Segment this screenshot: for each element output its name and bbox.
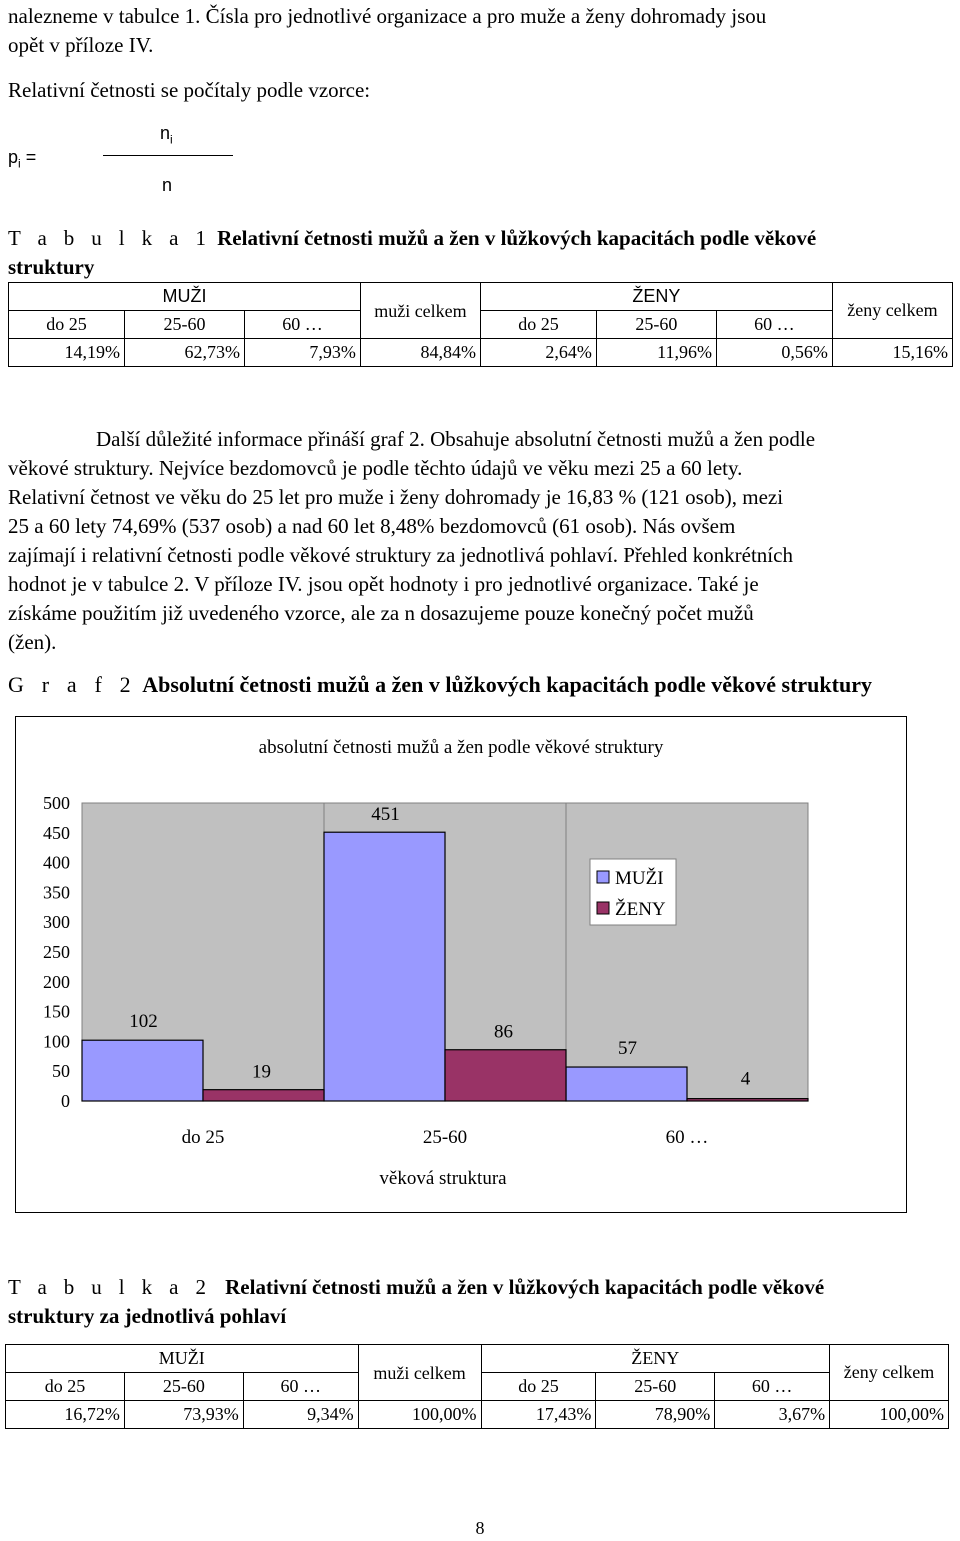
table2-value: 3,67% [715,1401,830,1429]
table1-value: 62,73% [124,339,244,367]
x-tick-label: 25-60 [422,1127,468,1148]
table-2 [5,1344,949,1429]
table1-age-group: 60 … [716,311,832,339]
graph2-caption-prefix: G r a f 2 [8,672,137,697]
table2-women-header: ŽENY [481,1345,830,1373]
table1-women-total-header: ženy celkem [832,283,952,339]
bar [203,1090,324,1101]
formula-denominator: n [162,175,173,195]
y-tick-label: 150 [43,1001,70,1022]
chart-title: absolutní četnosti mužů a žen podle věkové struktury [258,737,664,758]
table1-value: 7,93% [244,339,360,367]
paragraph-line: hodnot je v tabulce 2. V příloze IV. jsou opět hodnoty i pro jednotlivé organizace. Také je [8,572,759,596]
bar [566,1067,687,1101]
table-row [6,1401,949,1429]
table2-value: 73,93% [124,1401,243,1429]
table1-caption-prefix: T a b u l k a 1 [8,226,212,250]
data-label: 57 [618,1038,637,1060]
y-tick-label: 400 [43,852,70,873]
paragraph-line: Relativní četnost ve věku do 25 let pro muže i ženy dohromady je 16,83 % (121 osob), mezi [8,485,784,509]
legend-label: ŽENY [615,899,666,920]
formula-p: p [8,147,19,167]
legend-swatch [597,902,609,914]
table1-value: 0,56% [716,339,832,367]
paragraph-line: získáme použitím již uvedeného vzorce, ale za n dosazujeme pouze konečný počet mužů [8,601,754,625]
y-tick-label: 450 [43,822,70,843]
table2-caption [8,1273,824,1302]
table2-value: 100,00% [358,1401,481,1429]
table1-age-group: do 25 [480,311,596,339]
table2-value: 16,72% [6,1401,125,1429]
data-label: 102 [129,1011,158,1033]
table1-men-header: MUŽI [9,283,361,311]
table1-value: 84,84% [360,339,480,367]
table1-value: 11,96% [596,339,716,367]
table2-age-group: 25-60 [124,1373,243,1401]
y-tick-label: 0 [61,1091,70,1111]
table2-age-group: do 25 [6,1373,125,1401]
page-number: 8 [475,1518,485,1538]
table1-value: 14,19% [9,339,125,367]
bar [82,1040,203,1101]
table2-age-group: 60 … [243,1373,358,1401]
table2-caption-line-2: struktury za jednotlivá pohlaví [8,1304,287,1328]
table2-age-group: 60 … [715,1373,830,1401]
graph2-caption-title: Absolutní četnosti mužů a žen v lůžkových kapacitách podle věkové struktury [142,672,872,697]
table2-age-group: do 25 [481,1373,596,1401]
table2-women-total-header: ženy celkem [830,1345,949,1401]
data-label: 86 [494,1021,513,1043]
y-tick-label: 200 [43,971,70,992]
y-tick-label: 250 [43,942,70,962]
legend-label: MUŽI [615,868,664,889]
formula-n: n [160,123,171,143]
y-tick-label: 100 [43,1031,70,1052]
y-tick-label: 350 [43,882,70,903]
legend-swatch [597,871,609,883]
table1-men-total-header: muži celkem [360,283,480,339]
x-tick-label: 60 … [665,1127,709,1148]
paragraph-line: věkové struktury. Nejvíce bezdomovců je podle těchto údajů ve věku mezi 25 a 60 lety. [8,456,743,480]
formula-p-sub: i [18,156,21,171]
x-tick-label: do 25 [181,1127,225,1148]
table2-caption-prefix: T a b u l k a 2 [8,1275,212,1299]
table1-women-header: ŽENY [480,283,832,311]
table1-caption-line-2: struktury [8,255,95,279]
paragraph-line: Další důležité informace přináší graf 2. Obsahuje absolutní četnosti mužů a žen podle [96,427,816,451]
intro-line-3: Relativní četnosti se počítaly podle vzorce: [8,78,371,102]
formula-equals: = [20,147,37,167]
table1-age-group: 25-60 [124,311,244,339]
table2-caption-title: Relativní četnosti mužů a žen v lůžkových kapacitách podle věkové [225,1275,825,1299]
intro-line-1: nalezneme v tabulce 1. Čísla pro jednotlivé organizace a pro muže a ženy dohromady jsou [8,4,767,28]
y-tick-label: 500 [43,793,70,813]
table2-value: 9,34% [243,1401,358,1429]
y-tick-label: 50 [52,1061,70,1082]
bar [324,832,445,1101]
table1-age-group: 60 … [244,311,360,339]
table1-value: 15,16% [832,339,952,367]
y-tick-label: 300 [43,912,70,933]
table1-age-group: 25-60 [596,311,716,339]
intro-line-2: opět v příloze IV. [8,33,154,57]
paragraph-line: (žen). [8,630,57,654]
data-label: 451 [371,804,400,826]
table2-value: 100,00% [830,1401,949,1429]
table1-caption-title: Relativní četnosti mužů a žen v lůžkových kapacitách podle věkové [217,226,817,250]
paragraph-line: 25 a 60 lety 74,69% (537 osob) a nad 60 let 8,48% bezdomovců (61 osob). Nás ovšem [8,514,736,538]
table2-value: 17,43% [481,1401,596,1429]
table1-value: 2,64% [480,339,596,367]
paragraph-line: zajímají i relativní četnosti podle věkové struktury za jednotlivá pohlaví. Přehled konkrétních [8,543,793,567]
table2-men-total-header: muži celkem [358,1345,481,1401]
table2-men-header: MUŽI [6,1345,359,1373]
table2-age-group: 25-60 [596,1373,715,1401]
data-label: 19 [252,1061,271,1083]
bar [445,1050,566,1101]
x-axis-title: věková struktura [379,1168,507,1189]
data-label: 4 [740,1068,751,1090]
table2-value: 78,90% [596,1401,715,1429]
formula-n-sub: i [170,132,173,147]
table1-age-group: do 25 [9,311,125,339]
